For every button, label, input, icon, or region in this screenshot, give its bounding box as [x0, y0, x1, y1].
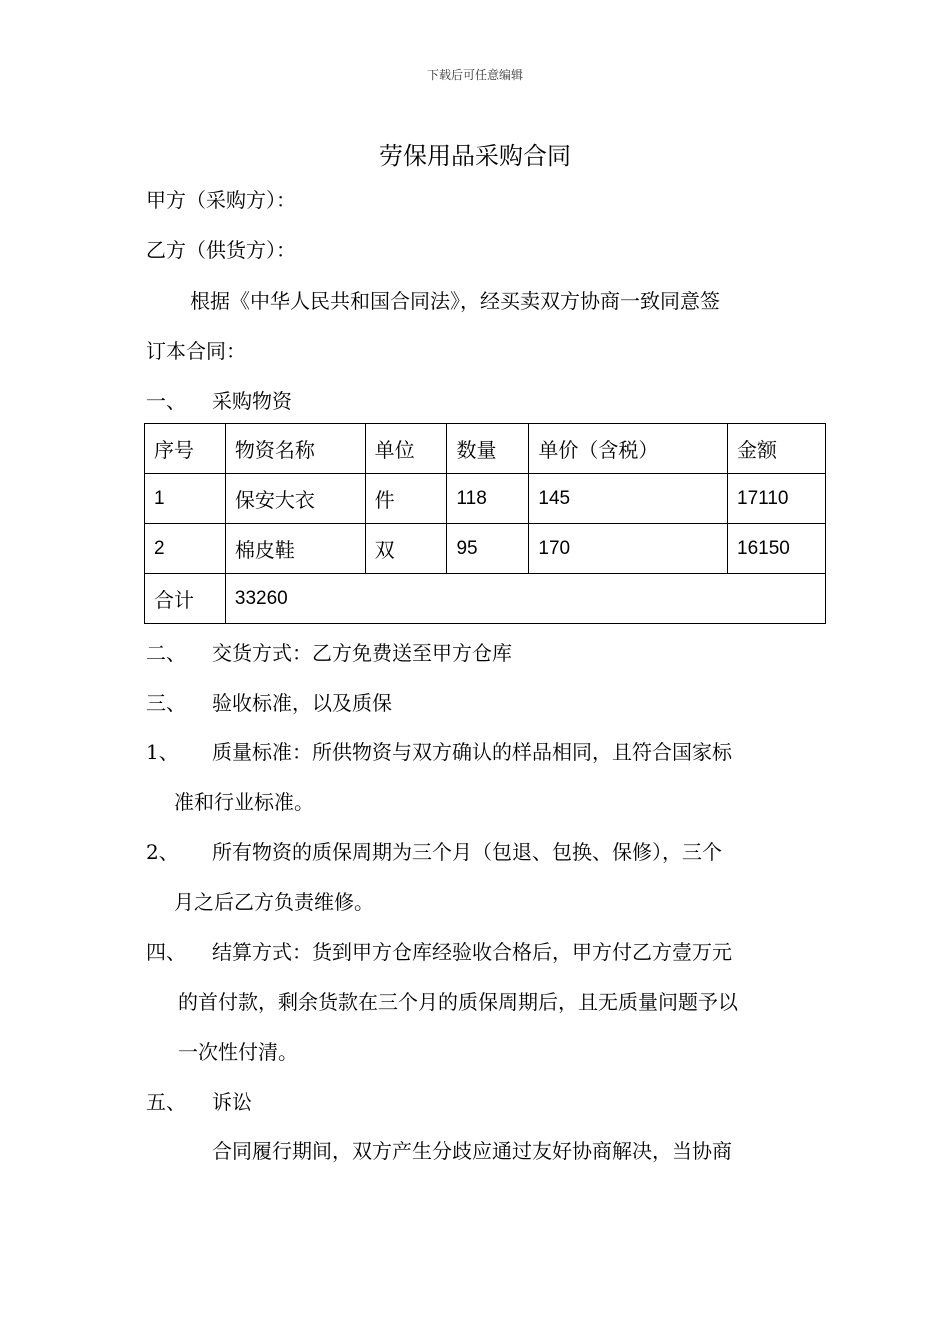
- section-4-line-2: 的首付款，剩余货款在三个月的质保周期后，且无质量问题予以: [178, 990, 738, 1014]
- section-4-line-1: [146, 938, 732, 966]
- section-number: 五、: [146, 1090, 186, 1114]
- section-text: 采购物资: [212, 389, 292, 413]
- table-cell: 95: [447, 524, 529, 574]
- clause-2-line-2: 月之后乙方负责维修。: [174, 890, 374, 914]
- procurement-table: [144, 423, 826, 624]
- table-cell: 件: [365, 474, 447, 524]
- table-header-row: [145, 424, 826, 474]
- section-text: 诉讼: [212, 1090, 252, 1114]
- table-header-cell: 单位: [365, 424, 447, 474]
- section-number: 四、: [146, 940, 186, 964]
- section-text: 结算方式：货到甲方仓库经验收合格后，甲方付乙方壹万元: [212, 940, 732, 964]
- intro-line-1: 根据《中华人民共和国合同法》，经买卖双方协商一致同意签: [190, 289, 720, 313]
- intro-line-2: 订本合同：: [146, 339, 246, 363]
- table-header-cell: 数量: [447, 424, 529, 474]
- table-header-cell: 单价（含税）: [529, 424, 728, 474]
- table-cell: 145: [529, 474, 728, 524]
- table-cell: 1: [145, 474, 226, 524]
- section-1-heading: [146, 387, 292, 415]
- section-number: 三、: [146, 691, 186, 715]
- table-cell: 保安大衣: [225, 474, 365, 524]
- section-text: 验收标准，以及质保: [212, 691, 392, 715]
- section-number: 二、: [146, 641, 186, 665]
- clause-number: 1、: [146, 740, 179, 764]
- table-total-row: [145, 574, 826, 624]
- header-note: 下载后可任意编辑: [426, 68, 523, 82]
- party-b-line: 乙方（供货方）：: [146, 238, 296, 262]
- total-label-cell: 合计: [145, 574, 226, 624]
- clause-text: 所有物资的质保周期为三个月（包退、包换、保修），三个: [212, 840, 722, 864]
- party-a-line: 甲方（采购方）：: [146, 188, 296, 212]
- table-row: [145, 524, 826, 574]
- clause-text: 质量标准：所供物资与双方确认的样品相同，且符合国家标: [212, 740, 732, 764]
- document-title: 劳保用品采购合同: [379, 142, 571, 170]
- clause-1-line-2: 准和行业标准。: [174, 790, 314, 814]
- table-cell: 17110: [728, 474, 826, 524]
- clause-1-line-1: [146, 738, 732, 766]
- section-3-heading: [146, 689, 392, 717]
- section-5-body: 合同履行期间，双方产生分歧应通过友好协商解决，当协商: [212, 1139, 732, 1163]
- table-cell: 118: [447, 474, 529, 524]
- clause-number: 2、: [146, 840, 179, 864]
- section-text: 交货方式：乙方免费送至甲方仓库: [212, 641, 512, 665]
- total-value-cell: 33260: [225, 574, 825, 624]
- table-row: [145, 474, 826, 524]
- table-cell: 2: [145, 524, 226, 574]
- section-number: 一、: [146, 389, 186, 413]
- section-4-line-3: 一次性付清。: [178, 1040, 298, 1064]
- table-cell: 棉皮鞋: [225, 524, 365, 574]
- table-header-cell: 序号: [145, 424, 226, 474]
- section-2-heading: [146, 639, 512, 667]
- table-header-cell: 物资名称: [225, 424, 365, 474]
- clause-2-line-1: [146, 838, 722, 866]
- section-5-heading: [146, 1088, 252, 1116]
- table-cell: 双: [365, 524, 447, 574]
- table-cell: 170: [529, 524, 728, 574]
- table-cell: 16150: [728, 524, 826, 574]
- table-header-cell: 金额: [728, 424, 826, 474]
